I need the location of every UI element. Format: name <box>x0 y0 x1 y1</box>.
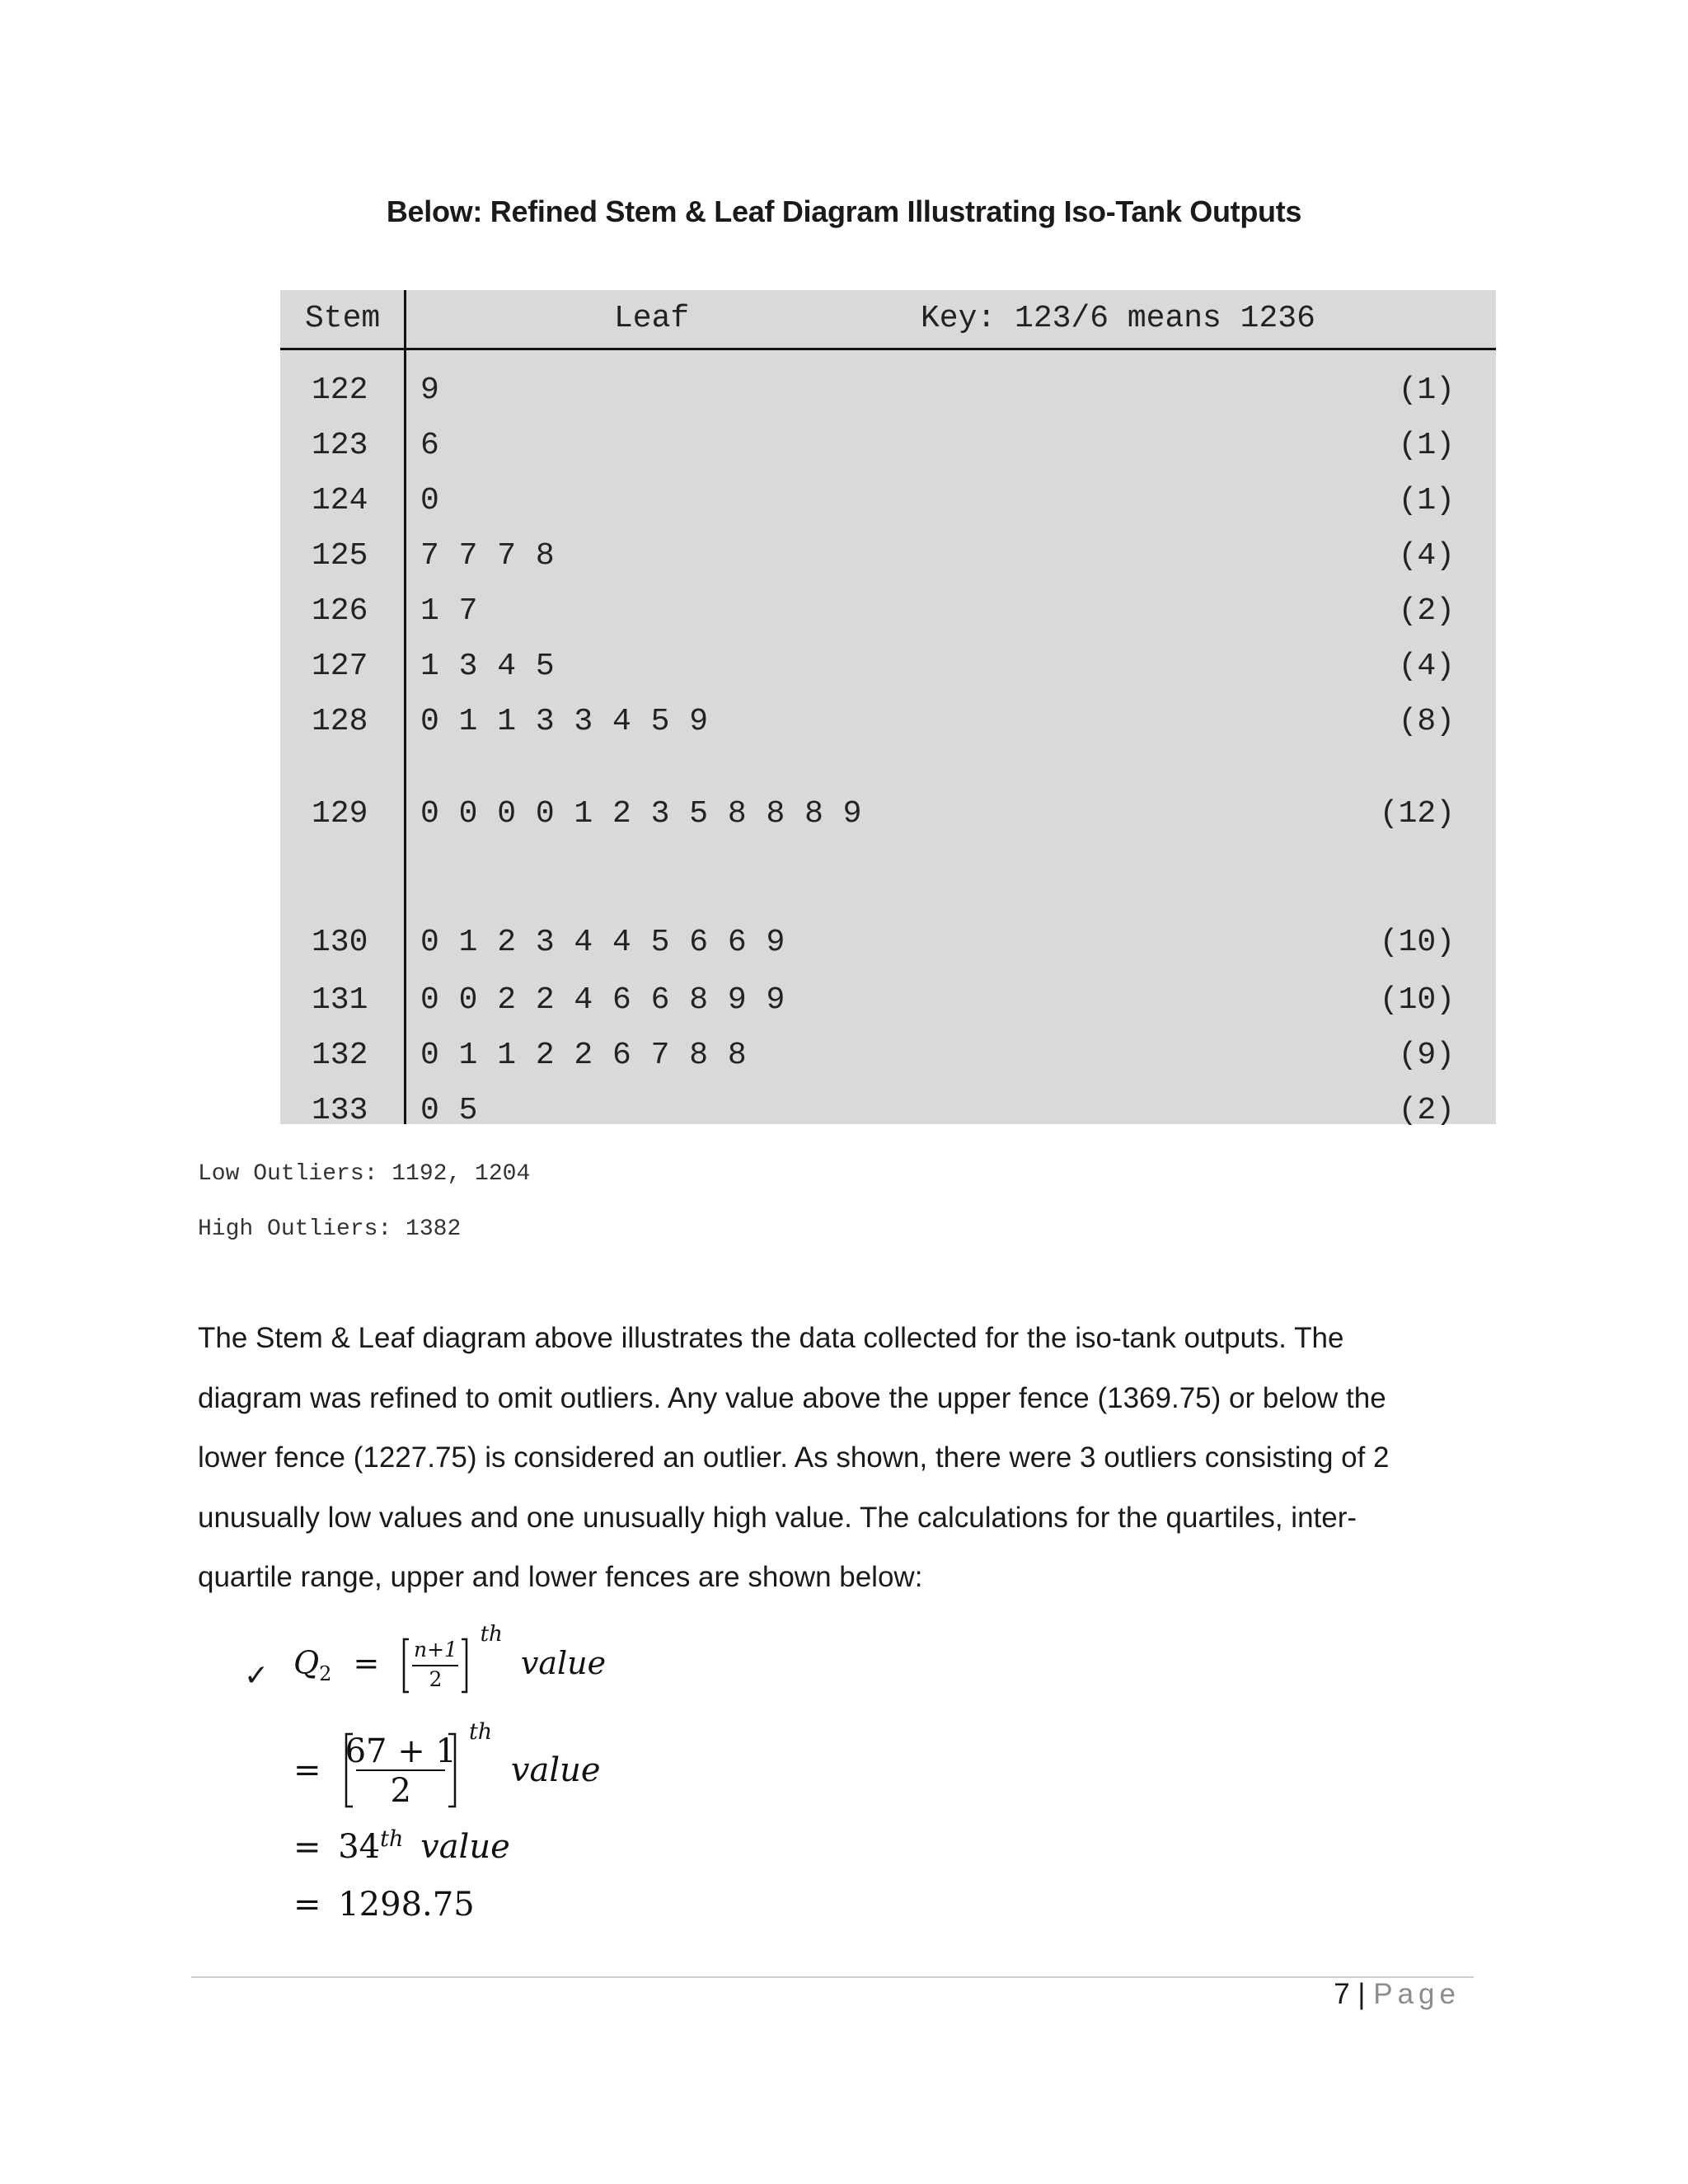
stem-leaf-row <box>280 1086 1496 1136</box>
value-word: value <box>420 1828 510 1867</box>
leaf-values: 7 7 7 8 <box>420 538 556 574</box>
leaf-values: 0 <box>420 483 440 518</box>
value-word: value <box>510 1751 601 1789</box>
stem-value: 128 <box>312 704 368 739</box>
stem-value: 133 <box>312 1093 368 1128</box>
stem-leaf-row <box>280 918 1496 968</box>
stem-value: 122 <box>312 373 368 408</box>
row-count: (1) <box>1398 483 1455 518</box>
equals-sign: = <box>293 1751 321 1789</box>
stem-value: 130 <box>312 925 368 960</box>
stem-value: 127 <box>312 649 368 684</box>
leaf-values: 0 1 1 3 3 4 5 9 <box>420 704 709 739</box>
leaf-values: 0 0 2 2 4 6 6 8 9 9 <box>420 982 785 1018</box>
stem-leaf-row <box>280 587 1496 636</box>
row-count: (12) <box>1379 796 1455 832</box>
fraction-bracket <box>343 1731 458 1810</box>
leaf-values: 0 1 2 3 4 4 5 6 6 9 <box>420 925 785 960</box>
fraction-denominator: 2 <box>429 1667 443 1691</box>
stem-leaf-row <box>280 1031 1496 1080</box>
low-outliers: Low Outliers: 1192, 1204 <box>198 1161 531 1187</box>
stem-value: 123 <box>312 428 368 463</box>
leaf-values: 6 <box>420 428 440 463</box>
body-paragraph: The Stem & Leaf diagram above illustrates the data collected for the iso-tank outputs. The diagram was refined to omit outliers. Any value above the upper fence (1369.75) or below the lower fence (1227.75) is considered an outlier. As shown, there were 3 outliers consisting of 2 unusually low values and one unusually high value. The calculations for the quartiles, inter-quartile range, upper and lower fences are shown below: <box>198 1322 1390 1593</box>
fraction-denominator: 2 <box>390 1772 411 1810</box>
equals-sign: = <box>353 1644 380 1681</box>
footer-divider <box>191 1976 1474 1978</box>
page-label: Page <box>1373 1978 1461 2010</box>
stem-column-header: Stem <box>305 301 381 336</box>
stem-leaf-row <box>280 976 1496 1025</box>
row-count: (1) <box>1398 428 1455 463</box>
checkmark-icon: ✓ <box>244 1659 270 1693</box>
ordinal-suffix: th <box>468 1718 493 1745</box>
row-count: (4) <box>1398 538 1455 574</box>
median-result <box>293 1886 475 1924</box>
stem-leaf-diagram <box>280 290 1496 1128</box>
stem-leaf-row <box>280 421 1496 471</box>
median-substitution <box>293 1718 601 1810</box>
stem-leaf-row <box>280 790 1496 839</box>
leaf-values: 1 3 4 5 <box>420 649 556 684</box>
row-count: (10) <box>1379 982 1455 1018</box>
row-count: (8) <box>1398 704 1455 739</box>
stem-value: 131 <box>312 982 368 1018</box>
stem-leaf-row <box>280 532 1496 581</box>
leaf-values: 9 <box>420 373 440 408</box>
stem-leaf-row <box>280 366 1496 415</box>
row-count: (1) <box>1398 373 1455 408</box>
q-subscript: 2 <box>319 1662 332 1686</box>
high-outliers: High Outliers: 1382 <box>198 1216 462 1242</box>
row-count: (4) <box>1398 649 1455 684</box>
stem-value: 124 <box>312 483 368 518</box>
fraction-bracket <box>401 1636 470 1695</box>
median-formula <box>293 1621 607 1695</box>
page-title: Below: Refined Stem & Leaf Diagram Illustrating Iso-Tank Outputs <box>386 194 1302 228</box>
ordinal-suffix: th <box>480 1621 503 1647</box>
median-value: 1298.75 <box>338 1886 475 1924</box>
stem-value: 126 <box>312 593 368 629</box>
row-count: (9) <box>1398 1038 1455 1073</box>
leaf-column-header: Leaf <box>614 301 690 336</box>
row-count: (2) <box>1398 593 1455 629</box>
leaf-values: 1 7 <box>420 593 478 629</box>
position-number: 34 <box>338 1828 381 1867</box>
leaf-values: 0 5 <box>420 1093 478 1128</box>
page-number: 7 <box>1334 1978 1350 2010</box>
stem-leaf-row <box>280 697 1496 747</box>
median-position <box>293 1826 510 1866</box>
leaf-values: 0 1 1 2 2 6 7 8 8 <box>420 1038 748 1073</box>
leaf-values: 0 0 0 0 1 2 3 5 8 8 8 9 <box>420 796 862 832</box>
stem-leaf-row <box>280 642 1496 691</box>
stem-leaf-row <box>280 476 1496 526</box>
ordinal-suffix: th <box>380 1826 404 1852</box>
equals-sign: = <box>293 1886 321 1924</box>
stem-value: 129 <box>312 796 368 832</box>
footer-separator: | <box>1357 1978 1366 2010</box>
stem-leaf-header <box>280 290 1496 350</box>
row-count: (2) <box>1398 1093 1455 1128</box>
stem-value: 125 <box>312 538 368 574</box>
q-symbol: Q <box>293 1644 320 1681</box>
value-word: value <box>520 1644 607 1681</box>
diagram-key: Key: 123/6 means 1236 <box>921 301 1315 336</box>
equals-sign: = <box>293 1828 321 1867</box>
row-count: (10) <box>1379 925 1455 960</box>
page-footer <box>1334 1978 1461 2011</box>
fraction-numerator: 67 + 1 <box>345 1732 457 1770</box>
fraction-numerator: n+1 <box>413 1638 457 1661</box>
stem-value: 132 <box>312 1038 368 1073</box>
